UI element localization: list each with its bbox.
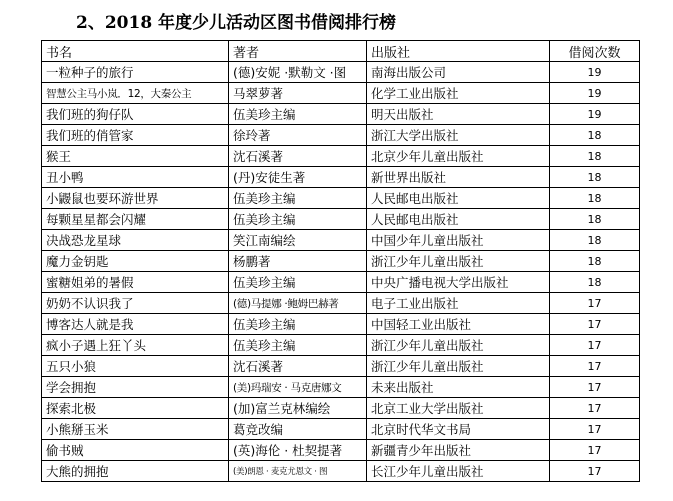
book-title-cell: 大熊的拥抱 — [42, 461, 229, 482]
book-title-cell: 猴王 — [42, 146, 229, 167]
header-borrow-count: 借阅次数 — [550, 41, 640, 62]
table-row — [42, 146, 640, 167]
author-cell: 沈石溪著 — [229, 146, 367, 167]
author-cell: (美)玛瑞安 · 马克唐娜文 — [229, 377, 367, 398]
author-cell: (德)马提娜 ·鲍姆巴赫著 — [229, 293, 367, 314]
book-title-cell: 丑小鸭 — [42, 167, 229, 188]
author-cell: 伍美珍主编 — [229, 314, 367, 335]
book-title-cell: 学会拥抱 — [42, 377, 229, 398]
author-cell: 葛竞改编 — [229, 419, 367, 440]
table-header-row — [42, 41, 640, 62]
book-title-cell: 我们班的俏管家 — [42, 125, 229, 146]
table-body — [42, 62, 640, 482]
table-row — [42, 461, 640, 482]
table-row — [42, 293, 640, 314]
book-title-cell: 博客达人就是我 — [42, 314, 229, 335]
publisher-cell: 浙江大学出版社 — [367, 125, 550, 146]
header-title: 书名 — [42, 41, 229, 62]
publisher-cell: 长江少年儿童出版社 — [367, 461, 550, 482]
publisher-cell: 明天出版社 — [367, 104, 550, 125]
author-cell: 伍美珍主编 — [229, 104, 367, 125]
borrow-count-cell: 19 — [550, 83, 640, 104]
publisher-cell: 浙江少年儿童出版社 — [367, 356, 550, 377]
author-cell: (美)朗恩 · 麦克尤恩文 · 图 — [229, 461, 367, 482]
borrow-count-cell: 17 — [550, 398, 640, 419]
table-row — [42, 104, 640, 125]
borrow-count-cell: 18 — [550, 251, 640, 272]
author-cell: (德)安妮 ·默勒文 ·图 — [229, 62, 367, 83]
publisher-cell: 新世界出版社 — [367, 167, 550, 188]
table-row — [42, 440, 640, 461]
table-row — [42, 125, 640, 146]
book-title-cell: 偷书贼 — [42, 440, 229, 461]
author-cell: 徐玲著 — [229, 125, 367, 146]
table-row — [42, 335, 640, 356]
book-title-cell: 每颗星星都会闪耀 — [42, 209, 229, 230]
publisher-cell: 中国轻工业出版社 — [367, 314, 550, 335]
table-row — [42, 398, 640, 419]
author-cell: 杨鹏著 — [229, 251, 367, 272]
table-row — [42, 62, 640, 83]
publisher-cell: 人民邮电出版社 — [367, 188, 550, 209]
book-title-cell: 魔力金钥匙 — [42, 251, 229, 272]
author-cell: 伍美珍主编 — [229, 272, 367, 293]
table-row — [42, 272, 640, 293]
borrow-count-cell: 19 — [550, 104, 640, 125]
author-cell: 伍美珍主编 — [229, 209, 367, 230]
publisher-cell: 中国少年儿童出版社 — [367, 230, 550, 251]
book-title-cell: 奶奶不认识我了 — [42, 293, 229, 314]
publisher-cell: 未来出版社 — [367, 377, 550, 398]
header-publisher: 出版社 — [367, 41, 550, 62]
author-cell: (英)海伦 · 杜契提著 — [229, 440, 367, 461]
borrow-count-cell: 18 — [550, 230, 640, 251]
borrow-count-cell: 18 — [550, 167, 640, 188]
author-cell: 笑江南编绘 — [229, 230, 367, 251]
table-row — [42, 356, 640, 377]
borrow-count-cell: 18 — [550, 125, 640, 146]
borrow-count-cell: 17 — [550, 293, 640, 314]
publisher-cell: 新疆青少年出版社 — [367, 440, 550, 461]
author-cell: 伍美珍主编 — [229, 335, 367, 356]
author-cell: (丹)安徒生著 — [229, 167, 367, 188]
table-row — [42, 419, 640, 440]
page-title: 2、2018 年度少儿活动区图书借阅排行榜 — [76, 13, 397, 33]
publisher-cell: 中央广播电视大学出版社 — [367, 272, 550, 293]
table-row — [42, 209, 640, 230]
author-cell: (加)富兰克林编绘 — [229, 398, 367, 419]
table-row — [42, 377, 640, 398]
publisher-cell: 北京时代华文书局 — [367, 419, 550, 440]
author-cell: 沈石溪著 — [229, 356, 367, 377]
borrow-count-cell: 17 — [550, 335, 640, 356]
table-row — [42, 83, 640, 104]
publisher-cell: 北京工业大学出版社 — [367, 398, 550, 419]
publisher-cell: 化学工业出版社 — [367, 83, 550, 104]
borrow-count-cell: 18 — [550, 188, 640, 209]
borrow-count-cell: 18 — [550, 209, 640, 230]
borrow-count-cell: 17 — [550, 377, 640, 398]
publisher-cell: 北京少年儿童出版社 — [367, 146, 550, 167]
book-title-cell: 疯小子遇上狂丫头 — [42, 335, 229, 356]
publisher-cell: 人民邮电出版社 — [367, 209, 550, 230]
borrow-count-cell: 19 — [550, 62, 640, 83]
table-row — [42, 314, 640, 335]
author-cell: 伍美珍主编 — [229, 188, 367, 209]
book-title-cell: 蜜糖姐弟的暑假 — [42, 272, 229, 293]
borrow-count-cell: 18 — [550, 272, 640, 293]
borrow-count-cell: 17 — [550, 314, 640, 335]
publisher-cell: 电子工业出版社 — [367, 293, 550, 314]
header-author: 著者 — [229, 41, 367, 62]
borrow-count-cell: 18 — [550, 146, 640, 167]
borrow-count-cell: 17 — [550, 440, 640, 461]
publisher-cell: 南海出版公司 — [367, 62, 550, 83]
borrow-count-cell: 17 — [550, 356, 640, 377]
book-title-cell: 五只小狼 — [42, 356, 229, 377]
table-row — [42, 188, 640, 209]
table-row — [42, 230, 640, 251]
book-title-cell: 一粒种子的旅行 — [42, 62, 229, 83]
book-title-cell: 智慧公主马小岚．12，大秦公主 — [42, 83, 229, 104]
book-title-cell: 决战恐龙星球 — [42, 230, 229, 251]
table-row — [42, 251, 640, 272]
borrow-count-cell: 17 — [550, 461, 640, 482]
book-title-cell: 探索北极 — [42, 398, 229, 419]
publisher-cell: 浙江少年儿童出版社 — [367, 335, 550, 356]
book-title-cell: 小鼹鼠也要环游世界 — [42, 188, 229, 209]
publisher-cell: 浙江少年儿童出版社 — [367, 251, 550, 272]
author-cell: 马翠萝著 — [229, 83, 367, 104]
borrow-count-cell: 17 — [550, 419, 640, 440]
ranking-table — [41, 40, 640, 482]
table-row — [42, 167, 640, 188]
book-title-cell: 我们班的狗仔队 — [42, 104, 229, 125]
book-title-cell: 小熊掰玉米 — [42, 419, 229, 440]
